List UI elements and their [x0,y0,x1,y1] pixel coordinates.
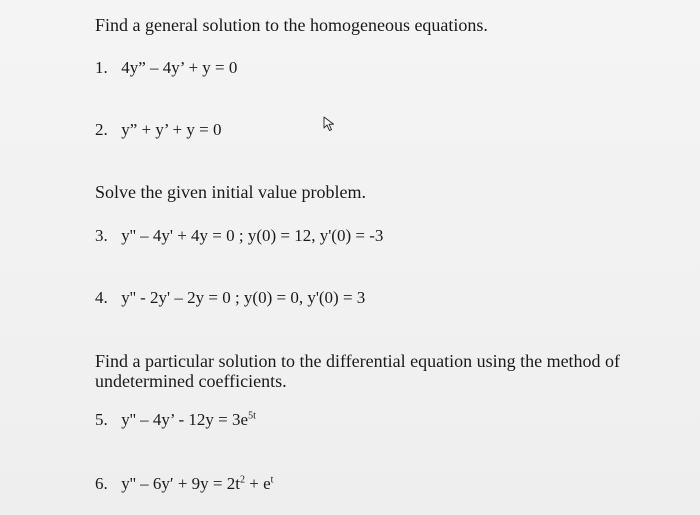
section-heading-undetermined-line2: undetermined coefficients. [95,371,287,391]
problem-equation [121,474,273,494]
problem-equation [121,410,256,430]
problem-number: 3. [95,226,108,245]
problem-number: 6. [95,474,108,493]
problem-4 [95,288,365,308]
problem-equation: y'' – 4y' + 4y = 0 ; y(0) = 12, y'(0) = -3 [121,226,384,245]
equation-tail: + e [245,474,271,493]
mouse-pointer-icon [323,116,337,132]
equation-exponent: 2 [240,474,245,486]
section-heading-undetermined-line1: Find a particular solution to the differential equation using the method of [95,351,621,371]
problem-number: 4. [95,288,108,307]
problem-6 [95,474,273,494]
problem-number: 2. [95,120,108,139]
problem-number: 5. [95,410,108,429]
section-heading-ivp: Solve the given initial value problem. [95,182,366,202]
equation-exponent: 5t [248,410,256,422]
section-heading-homogeneous: Find a general solution to the homogeneous equations. [95,15,488,35]
equation-base: y'' – 6y′ + 9y = 2t [121,474,240,493]
problem-equation: y” + y’ + y = 0 [121,120,222,139]
problem-equation: y'' - 2y' – 2y = 0 ; y(0) = 0, y'(0) = 3 [121,288,366,307]
problem-2 [95,120,221,140]
problem-equation: 4y” – 4y’ + y = 0 [121,58,238,77]
equation-base: y'' – 4y’ - 12y = 3e [121,410,249,429]
problem-5 [95,410,256,430]
problem-number: 1. [95,58,108,77]
equation-exponent-2: t [270,474,274,486]
problem-1 [95,58,237,78]
problem-3 [95,226,383,246]
